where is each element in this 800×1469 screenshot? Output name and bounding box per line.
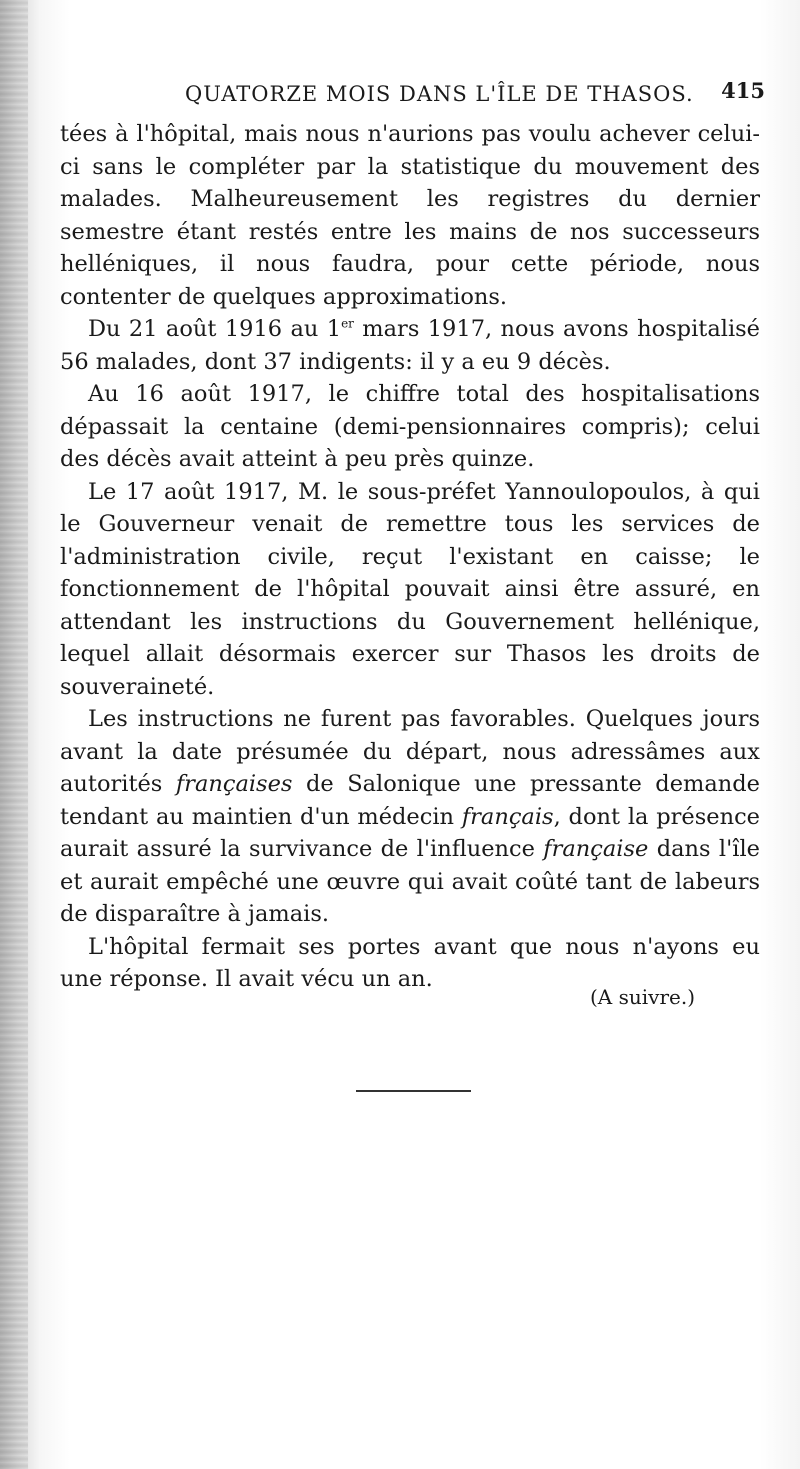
paragraph-5-italic-2: français [461, 803, 554, 830]
section-end-rule [356, 1090, 471, 1092]
paragraph-4: Le 17 août 1917, M. le sous-préfet Yannoulopoulos, à qui le Gouverneur venait de remettre tous les services de l'administration civile, reçut l'existant en caisse; le fonctionnement de l'hôpital pouvait ainsi être assuré, en attendant les instructions du Gouvernement hellénique, lequel allait désormais exercer sur Thasos les droits de souveraineté. [60, 478, 760, 700]
body-text [60, 118, 760, 996]
paragraph-5-part-a: Les instructions ne furent pas favorables. Quelques jours avant la date présumée du départ, nous adressâmes aux autorités [60, 706, 760, 797]
running-title: QUATORZE MOIS DANS L'ÎLE DE THASOS. [185, 82, 694, 106]
page-header [60, 78, 765, 110]
paragraph-3: Au 16 août 1917, le chiffre total des hospitalisations dépassait la centaine (demi-pensionnaires compris); celui des décès avait atteint à peu près quinze. [60, 381, 760, 472]
to-be-continued: (A suivre.) [590, 985, 695, 1009]
paragraph-5-part-d: dans l'île et aurait empêché une œuvre qui avait coûté tant de labeurs de disparaître à jamais. [60, 836, 760, 927]
paragraph-5 [60, 703, 760, 931]
paragraph-5-part-c: , dont la présence aurait assuré la survivance de l'influence [60, 803, 760, 862]
paragraph-5-italic-1: françaises [175, 771, 293, 797]
paragraph-2 [60, 313, 760, 378]
page-number: 415 [721, 78, 765, 103]
paragraph-5-italic-3: française [543, 836, 649, 862]
paragraph-5-part-b: de Salonique une pressante demande tendant au maintien d'un médecin [60, 771, 760, 830]
page-spine-shadow [0, 0, 28, 1469]
paragraph-1: tées à l'hôpital, mais nous n'aurions pas voulu achever celui-ci sans le compléter par la statistique du mouvement des malades. Malheureusement les registres du dernier semestre étant restés entre les mains de nos successeurs helléniques, il nous faudra, pour cette période, nous contenter de quelques approximations. [60, 121, 760, 310]
paragraph-2-part-a: Du 21 août 1916 au 1 [88, 316, 342, 342]
paragraph-6: L'hôpital fermait ses portes avant que nous n'ayons eu une réponse. Il avait vécu un an. [60, 933, 760, 992]
paragraph-2-superscript: er [341, 316, 354, 331]
paragraph-2-part-b: mars 1917, nous avons hospitalisé 56 malades, dont 37 indigents: il y a eu 9 décès. [60, 316, 760, 375]
